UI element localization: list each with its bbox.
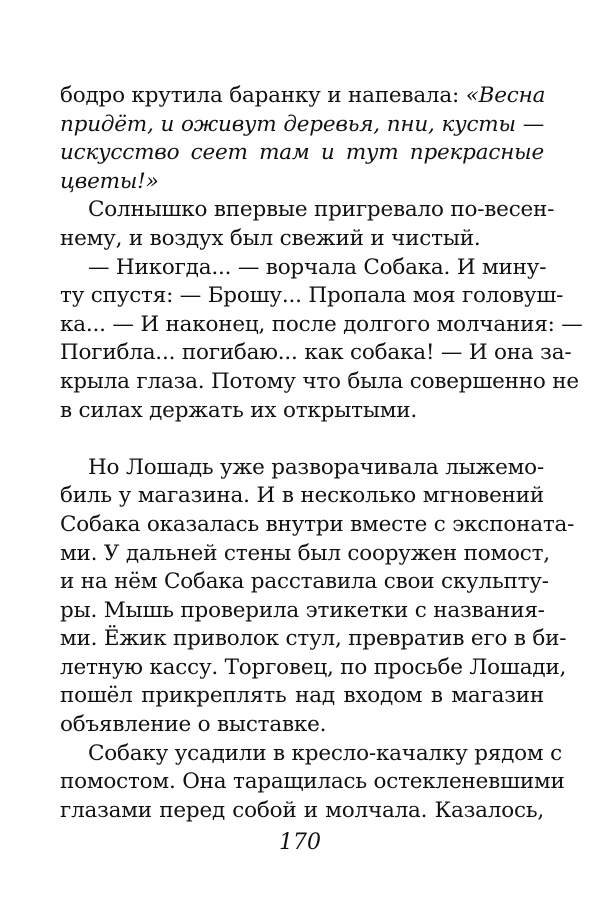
text-line: нему, и воздух был свежий и чистый. (60, 225, 481, 251)
text-line: придёт, и оживут деревья, пни, кусты — (60, 111, 544, 137)
text-line: биль у магазина. И в несколько мгновений (60, 483, 544, 509)
page-body (60, 82, 583, 825)
text-line: искусство сеет там и тут прекрасные (60, 140, 544, 166)
text-line: летную кассу. Торговец, по просьбе Лошади, (60, 654, 567, 680)
text-line: ка... — И наконец, после долгого молчания: — (60, 311, 583, 337)
paragraph (60, 740, 565, 826)
text-line: — Никогда... — ворчала Собака. И мину- (88, 254, 547, 280)
line-italic-text: «Весна (465, 83, 546, 108)
text-line: ми. У дальней стены был сооружен помост, (60, 540, 550, 566)
text-line: цветы!» (60, 168, 159, 194)
text-line: помостом. Она таращилась остекленевшими (60, 769, 565, 795)
text-line: ми. Ёжик приволок стул, превратив его в би- (60, 626, 567, 652)
text-line: Солнышко впервые пригревало по-весен- (88, 197, 555, 223)
section-break (60, 425, 544, 454)
text-line: крыла глаза. Потому что была совершенно не (60, 368, 579, 394)
text-line: ту спустя: — Брошу... Пропала моя головуш- (60, 283, 564, 309)
text-line: Собаку усадили в кресло-качалку рядом с (88, 740, 562, 766)
text-line (60, 82, 544, 111)
paragraph (60, 454, 575, 740)
text-line: Но Лошадь уже разворачивала лыжемо- (88, 454, 544, 480)
text-line: глазами перед собой и молчала. Казалось, (60, 797, 544, 823)
paragraph (60, 196, 555, 253)
page-number: 170 (279, 830, 321, 855)
text-line: Погибла... погибаю... как собака! — И она за- (60, 340, 572, 366)
text-line: пошёл прикреплять над входом в магазин (60, 683, 544, 709)
text-line: и на нём Собака расставила свои скульпту- (60, 569, 549, 595)
text-line: Собака оказалась внутри вместе с экспоната- (60, 511, 575, 537)
paragraph (60, 254, 583, 426)
text-line: ры. Мышь проверила этикетки с названия- (60, 597, 545, 623)
text-line: объявление о выставке. (60, 712, 327, 738)
text-line: в силах держать их открытыми. (60, 397, 418, 423)
paragraph (60, 82, 544, 196)
line-plain-text: бодро крутила баранку и напевала: (60, 83, 466, 108)
